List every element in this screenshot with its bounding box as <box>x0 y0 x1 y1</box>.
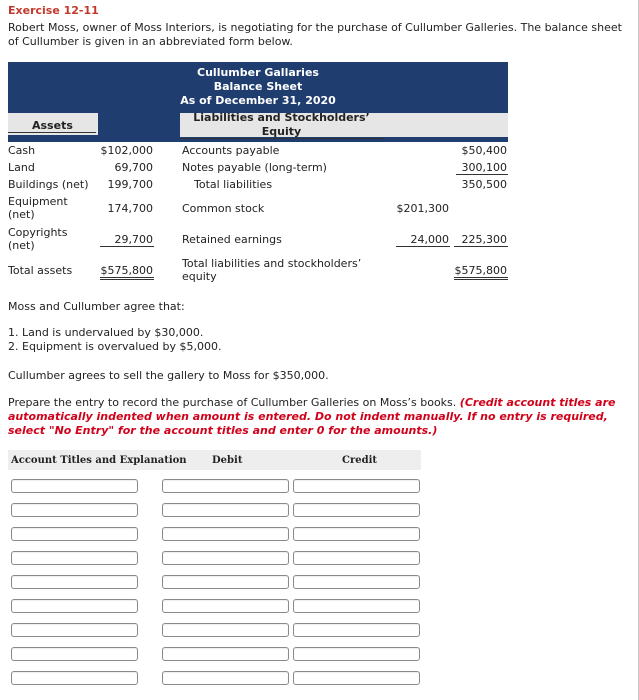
debit-input[interactable] <box>162 551 289 565</box>
total-assets-rule-1 <box>100 277 154 278</box>
credit-input[interactable] <box>293 527 420 541</box>
debit-input[interactable] <box>162 647 289 661</box>
asset-label-buildings: Buildings (net) <box>8 178 89 191</box>
liab-label-ap: Accounts payable <box>182 144 280 157</box>
equity-label-retained: Retained earnings <box>182 233 282 246</box>
asset-amount-buildings: 199,700 <box>107 178 153 191</box>
equity-label-common: Common stock <box>182 202 265 215</box>
liab-label-total: Total liabilities <box>194 178 273 191</box>
total-assets-rule-2 <box>100 279 154 280</box>
total-le-amount: $575,800 <box>454 264 507 277</box>
credit-input[interactable] <box>293 671 420 685</box>
col-debit-header: Debit <box>212 455 243 466</box>
bs-date: As of December 31, 2020 <box>180 94 336 107</box>
equity-amount-total: 225,300 <box>461 233 507 246</box>
intro-text: Robert Moss, owner of Moss Interiors, is negotiating for the purchase of Cullumber Galleries. The balance sheet of Cullumber is given in an abbreviated form below. <box>8 21 622 48</box>
copyrights-rule <box>100 246 154 247</box>
liabilities-header: Liabilities and Stockholders’ Equity <box>193 111 370 138</box>
agreement-intro: Moss and Cullumber agree that: <box>8 300 185 313</box>
credit-input[interactable] <box>293 479 420 493</box>
credit-input[interactable] <box>293 623 420 637</box>
bs-company: Cullumber Gallaries <box>197 66 319 79</box>
liabilities-header-rule <box>180 138 383 139</box>
asset-amount-equipment: 174,700 <box>107 202 153 215</box>
asset-amount-land: 69,700 <box>114 161 153 174</box>
assets-header-rule <box>8 132 96 133</box>
asset-amount-copyrights: 29,700 <box>114 233 153 246</box>
prompt-instructions: (Credit account titles are automatically indented when amount is entered. Do not indent manually. If no entry is required, select "No Entry" for the account titles and enter 0 for the amounts.) <box>8 396 616 437</box>
account-title-input[interactable] <box>11 551 138 565</box>
col-credit-header: Credit <box>342 455 377 466</box>
agreement-item-2: 2. Equipment is overvalued by $5,000. <box>8 340 222 353</box>
prompt <box>8 396 618 438</box>
total-le-label: Total liabilities and stockholders’ equity <box>182 257 362 283</box>
account-title-input[interactable] <box>11 527 138 541</box>
sale-text: Cullumber agrees to sell the gallery to Moss for $350,000. <box>8 369 329 382</box>
debit-input[interactable] <box>162 503 289 517</box>
equity-amount-common: $201,300 <box>396 202 449 215</box>
debit-input[interactable] <box>162 671 289 685</box>
asset-label-land: Land <box>8 161 35 174</box>
account-title-input[interactable] <box>11 599 138 613</box>
liab-label-notes: Notes payable (long-term) <box>182 161 327 174</box>
credit-input[interactable] <box>293 647 420 661</box>
equity-amount-retained: 24,000 <box>410 233 449 246</box>
liab-amount-ap: $50,400 <box>461 144 507 157</box>
debit-input[interactable] <box>162 575 289 589</box>
asset-label-total: Total assets <box>8 264 73 277</box>
debit-input[interactable] <box>162 479 289 493</box>
account-title-input[interactable] <box>11 575 138 589</box>
credit-input[interactable] <box>293 599 420 613</box>
debit-input[interactable] <box>162 623 289 637</box>
notes-rule <box>456 174 508 175</box>
prompt-text: Prepare the entry to record the purchase of Cullumber Galleries on Moss’s books. <box>8 396 457 409</box>
asset-amount-total: $575,800 <box>100 264 153 277</box>
bs-title: Balance Sheet <box>213 80 303 93</box>
liab-amount-total: 350,500 <box>461 178 507 191</box>
col-account-header: Account Titles and Explanation <box>11 455 187 466</box>
debit-input[interactable] <box>162 527 289 541</box>
credit-input[interactable] <box>293 575 420 589</box>
debit-input[interactable] <box>162 599 289 613</box>
exercise-title: Exercise 12-11 <box>8 4 99 17</box>
asset-amount-cash: $102,000 <box>100 144 153 157</box>
asset-label-cash: Cash <box>8 144 36 157</box>
account-title-input[interactable] <box>11 671 138 685</box>
asset-label-copyrights: Copyrights (net) <box>8 226 68 252</box>
asset-label-equipment: Equipment (net) <box>8 195 68 221</box>
account-title-input[interactable] <box>11 647 138 661</box>
retained-rule <box>396 246 450 247</box>
credit-input[interactable] <box>293 503 420 517</box>
assets-header: Assets <box>32 119 73 132</box>
account-title-input[interactable] <box>11 503 138 517</box>
account-title-input[interactable] <box>11 479 138 493</box>
total-le-rule-2 <box>454 279 508 280</box>
total-le-rule-1 <box>454 277 508 278</box>
liab-amount-notes: 300,100 <box>461 161 507 174</box>
credit-input[interactable] <box>293 551 420 565</box>
account-title-input[interactable] <box>11 623 138 637</box>
equity-total-rule <box>454 246 508 247</box>
agreement-item-1: 1. Land is undervalued by $30,000. <box>8 326 204 339</box>
